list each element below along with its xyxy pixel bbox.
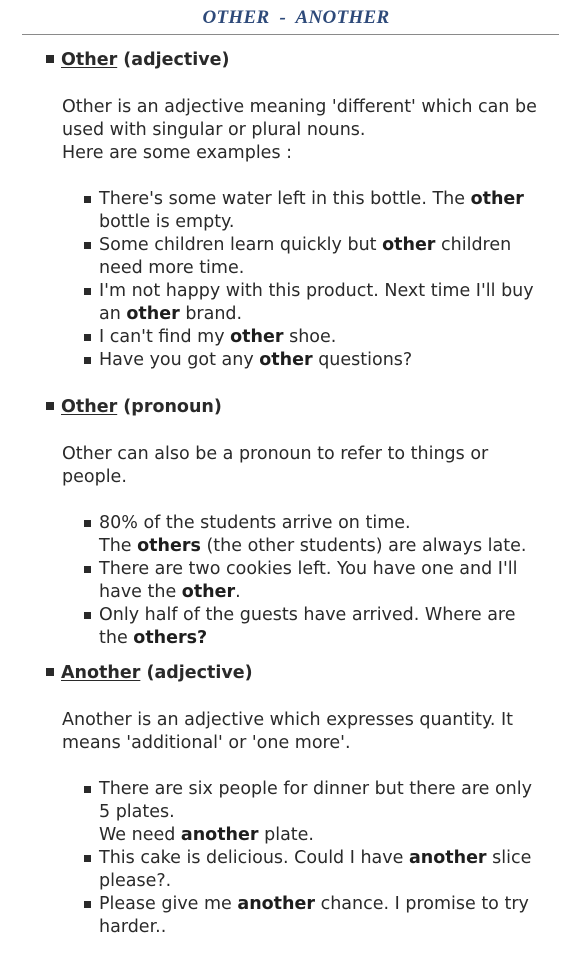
keyword: other (259, 350, 313, 370)
keyword: other (470, 189, 524, 209)
example-list (84, 512, 564, 650)
example-line: Please give me another chance. I promise to try (99, 894, 529, 914)
square-bullet-icon (46, 668, 54, 676)
description-line: Other can also be a pronoun to refer to things or (62, 444, 489, 464)
square-bullet-icon (84, 612, 91, 619)
keyword: other (181, 582, 236, 602)
keyword: other (126, 304, 180, 324)
example-line: 80% of the students arrive on time. (99, 513, 411, 533)
example-list (84, 778, 564, 939)
example-item (84, 893, 564, 939)
example-item (84, 558, 564, 604)
example-line: This cake is delicious. Could I have another slice (99, 848, 532, 868)
example-line: need more time. (99, 258, 245, 278)
title-divider (22, 34, 559, 35)
square-bullet-icon (84, 242, 91, 249)
example-item (84, 188, 564, 234)
example-line: the others? (99, 628, 208, 648)
example-line: an other brand. (99, 304, 243, 324)
example-item (84, 512, 564, 558)
keyword: another (408, 848, 487, 868)
example-item (84, 778, 564, 847)
example-line: We need another plate. (99, 825, 314, 845)
square-bullet-icon (84, 855, 91, 862)
section-part-of-speech: (adjective) (117, 50, 230, 70)
square-bullet-icon (46, 402, 54, 410)
section-heading-other-adjective (46, 50, 230, 70)
keyword: another (237, 894, 316, 914)
example-item (84, 280, 564, 326)
page-title: OTHER - ANOTHER (202, 7, 390, 28)
section-heading-another-adjective (46, 663, 253, 683)
square-bullet-icon (84, 334, 91, 341)
example-item (84, 326, 564, 349)
section-term: Other (61, 50, 118, 70)
description-line: Other is an adjective meaning 'different' which can be (62, 97, 537, 117)
example-line: I'm not happy with this product. Next time I'll buy (99, 281, 534, 301)
section-part-of-speech: (adjective) (140, 663, 253, 683)
example-line: The others (the other students) are always late. (99, 536, 527, 556)
square-bullet-icon (84, 901, 91, 908)
square-bullet-icon (84, 288, 91, 295)
description-line: Another is an adjective which expresses quantity. It (62, 710, 513, 730)
example-line: Have you got any other questions? (99, 350, 413, 370)
keyword: others (137, 536, 201, 556)
square-bullet-icon (84, 196, 91, 203)
section-term: Another (61, 663, 141, 683)
example-line: I can't find my other shoe. (99, 327, 337, 347)
section-term: Other (61, 397, 118, 417)
keyword: others? (133, 628, 208, 648)
section-heading-other-pronoun (46, 397, 222, 417)
example-line: have the other. (99, 582, 241, 602)
keyword: other (382, 235, 436, 255)
example-line: There's some water left in this bottle. The other (99, 189, 524, 209)
description-line: used with singular or plural nouns. (62, 120, 366, 140)
example-line: Some children learn quickly but other children (99, 235, 512, 255)
square-bullet-icon (84, 786, 91, 793)
example-line: please?. (99, 871, 172, 891)
example-line: 5 plates. (99, 802, 175, 822)
example-line: bottle is empty. (99, 212, 235, 232)
section-description (62, 443, 562, 489)
square-bullet-icon (84, 520, 91, 527)
section-description (62, 709, 562, 755)
description-line: Here are some examples : (62, 143, 293, 163)
section-description (62, 96, 562, 165)
example-line: Only half of the guests have arrived. Where are (99, 605, 516, 625)
example-line: There are six people for dinner but there are only (99, 779, 532, 799)
example-item (84, 349, 564, 372)
square-bullet-icon (84, 566, 91, 573)
section-part-of-speech: (pronoun) (117, 397, 222, 417)
example-line: There are two cookies left. You have one and I'll (99, 559, 518, 579)
square-bullet-icon (46, 55, 54, 63)
example-item (84, 234, 564, 280)
keyword: other (230, 327, 284, 347)
keyword: another (180, 825, 259, 845)
description-line: means 'additional' or 'one more'. (62, 733, 351, 753)
square-bullet-icon (84, 357, 91, 364)
example-item (84, 847, 564, 893)
example-list (84, 188, 564, 372)
example-line: harder.. (99, 917, 167, 937)
description-line: people. (62, 467, 127, 487)
example-item (84, 604, 564, 650)
